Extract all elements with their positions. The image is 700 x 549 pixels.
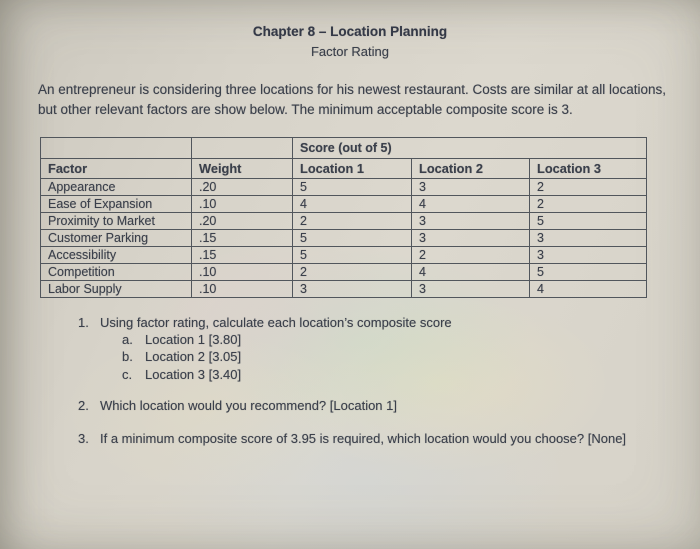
factor-cell: Appearance (41, 179, 192, 196)
col-header-location3: Location 3 (530, 159, 647, 179)
score-header: Score (out of 5) (293, 138, 647, 159)
loc3-cell: 2 (530, 196, 647, 213)
question-3-text: If a minimum composite score of 3.95 is required, which location would you choose? [None] (100, 431, 627, 446)
title-block (0, 24, 700, 59)
loc2-cell: 3 (412, 281, 530, 298)
question-2-text: Which location would you recommend? [Location 1] (100, 398, 397, 413)
column-header-row (41, 159, 647, 179)
loc3-cell: 3 (530, 247, 647, 264)
factor-rating-table (40, 137, 647, 298)
loc3-cell: 5 (530, 213, 647, 230)
loc1-cell: 5 (293, 230, 412, 247)
question-1-text: Using factor rating, calculate each location’s composite score (100, 315, 452, 330)
loc3-cell: 2 (530, 179, 647, 196)
subitem-a-letter: a. (122, 332, 133, 347)
col-header-weight: Weight (192, 159, 293, 179)
table-row (41, 264, 647, 281)
factor-cell: Ease of Expansion (41, 196, 192, 213)
intro-paragraph: An entrepreneur is considering three locations for his newest restaurant. Costs are similar at all locations, but other relevant factors are show below. The minimum acceptable composite score is 3. (38, 82, 667, 117)
loc1-cell: 2 (293, 213, 412, 230)
table-row (41, 196, 647, 213)
loc3-cell: 4 (530, 281, 647, 298)
col-header-location2: Location 2 (412, 159, 530, 179)
loc1-cell: 5 (293, 179, 412, 196)
table-row (41, 281, 647, 298)
empty-cell (192, 138, 293, 159)
weight-cell: .20 (192, 213, 293, 230)
weight-cell: .10 (192, 196, 293, 213)
table-row (41, 179, 647, 196)
col-header-location1: Location 1 (293, 159, 412, 179)
loc2-cell: 3 (412, 230, 530, 247)
weight-cell: .20 (192, 179, 293, 196)
empty-cell (41, 138, 192, 159)
page-title: Chapter 8 – Location Planning (252, 24, 448, 39)
weight-cell: .15 (192, 247, 293, 264)
loc2-cell: 3 (412, 179, 530, 196)
question-2 (78, 398, 397, 413)
subitem-b (122, 348, 452, 365)
question-1 (78, 315, 452, 383)
weight-cell: .10 (192, 264, 293, 281)
weight-cell: .10 (192, 281, 293, 298)
loc1-cell: 2 (293, 264, 412, 281)
loc1-cell: 4 (293, 196, 412, 213)
factor-cell: Accessibility (41, 247, 192, 264)
table-row (41, 213, 647, 230)
subitem-b-letter: b. (122, 349, 133, 365)
loc3-cell: 3 (530, 230, 647, 247)
question-1-subitems (78, 331, 452, 383)
factor-cell: Competition (41, 264, 192, 281)
subitem-c (122, 366, 452, 383)
col-header-factor: Factor (41, 159, 192, 179)
loc2-cell: 2 (412, 247, 530, 264)
loc2-cell: 3 (412, 213, 530, 230)
factor-cell: Labor Supply (41, 281, 192, 298)
subitem-b-text: Location 2 [3.05] (145, 349, 242, 365)
subitem-a (122, 331, 452, 348)
table-row (41, 230, 647, 247)
table-row (41, 247, 647, 264)
loc1-cell: 5 (293, 247, 412, 264)
loc1-cell: 3 (293, 281, 412, 298)
factor-cell: Customer Parking (41, 230, 192, 247)
loc2-cell: 4 (412, 264, 530, 281)
score-header-row (41, 138, 647, 159)
subitem-c-letter: c. (122, 366, 133, 382)
weight-cell: .15 (192, 230, 293, 247)
loc3-cell: 5 (530, 264, 647, 281)
question-3-number: 3. (78, 431, 89, 446)
factor-cell: Proximity to Market (41, 213, 192, 230)
subitem-a-text: Location 1 [3.80] (145, 332, 242, 347)
page-subtitle: Factor Rating (310, 44, 390, 59)
loc2-cell: 4 (412, 196, 530, 213)
question-2-number: 2. (78, 398, 89, 413)
subitem-c-text: Location 3 [3.40] (145, 366, 242, 382)
question-3 (78, 431, 626, 446)
question-1-number: 1. (78, 315, 89, 330)
